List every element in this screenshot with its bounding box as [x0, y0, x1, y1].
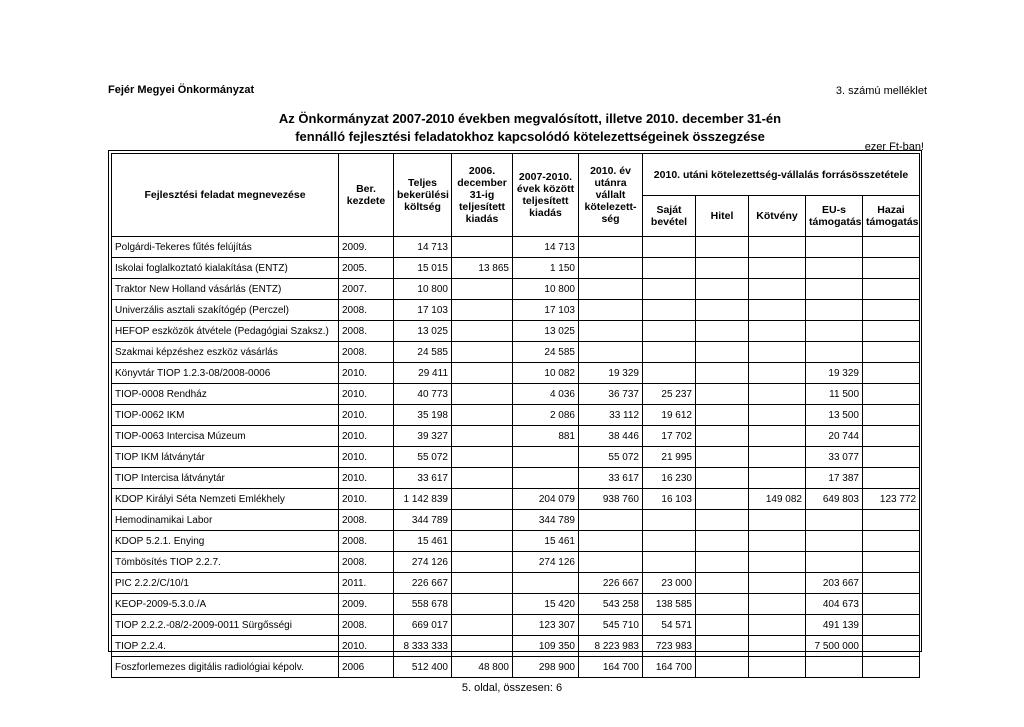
- cell-eu-support: 649 803: [806, 489, 863, 510]
- cell-start-year: 2008.: [339, 321, 394, 342]
- cell-spent-to-2006: [452, 531, 513, 552]
- cell-spent-2007-2010: 4 036: [513, 384, 579, 405]
- cell-credit: [696, 573, 749, 594]
- cell-spent-2007-2010: 109 350: [513, 636, 579, 657]
- cell-own-revenue: 164 700: [643, 657, 696, 678]
- cell-name: Szakmai képzéshez eszköz vásárlás: [112, 342, 339, 363]
- cell-obligation: 19 329: [579, 363, 643, 384]
- table-row: [112, 615, 920, 636]
- cell-name: KEOP-2009-5.3.0./A: [112, 594, 339, 615]
- cell-spent-to-2006: [452, 342, 513, 363]
- cell-name: TIOP-0062 IKM: [112, 405, 339, 426]
- cell-name: Univerzális asztali szakítógép (Perczel): [112, 300, 339, 321]
- annex-label: 3. számú melléklet: [835, 85, 927, 97]
- header-spent-2007-2010: 2007-2010. évek között teljesített kiadás: [513, 154, 579, 237]
- table-row: [112, 636, 920, 657]
- table-row: [112, 657, 920, 678]
- cell-own-revenue: [643, 258, 696, 279]
- cell-spent-to-2006: [452, 594, 513, 615]
- cell-start-year: 2005.: [339, 258, 394, 279]
- cell-spent-2007-2010: [513, 447, 579, 468]
- cell-own-revenue: [643, 552, 696, 573]
- cell-spent-2007-2010: 15 461: [513, 531, 579, 552]
- cell-start-year: 2010.: [339, 384, 394, 405]
- cell-spent-to-2006: [452, 363, 513, 384]
- cell-eu-support: 19 329: [806, 363, 863, 384]
- cell-total-cost: 226 667: [394, 573, 452, 594]
- cell-obligation: [579, 279, 643, 300]
- cell-domestic-support: [863, 300, 920, 321]
- header-spent-to-2006: 2006. december 31-ig teljesített kiadás: [452, 154, 513, 237]
- cell-obligation: 33 112: [579, 405, 643, 426]
- cell-eu-support: [806, 510, 863, 531]
- cell-spent-to-2006: 13 865: [452, 258, 513, 279]
- cell-credit: [696, 594, 749, 615]
- cell-bond: [749, 363, 806, 384]
- cell-domestic-support: [863, 426, 920, 447]
- cell-own-revenue: 138 585: [643, 594, 696, 615]
- table-row: [112, 300, 920, 321]
- cell-spent-2007-2010: 2 086: [513, 405, 579, 426]
- cell-own-revenue: [643, 531, 696, 552]
- header-start-year: Ber. kezdete: [339, 154, 394, 237]
- cell-spent-to-2006: [452, 237, 513, 258]
- table-row: [112, 594, 920, 615]
- cell-bond: [749, 426, 806, 447]
- cell-obligation: [579, 531, 643, 552]
- cell-domestic-support: [863, 342, 920, 363]
- cell-start-year: 2007.: [339, 279, 394, 300]
- cell-spent-to-2006: [452, 615, 513, 636]
- cell-start-year: 2010.: [339, 636, 394, 657]
- cell-own-revenue: [643, 300, 696, 321]
- cell-eu-support: [806, 657, 863, 678]
- cell-total-cost: 274 126: [394, 552, 452, 573]
- cell-own-revenue: 17 702: [643, 426, 696, 447]
- cell-eu-support: [806, 279, 863, 300]
- cell-own-revenue: 21 995: [643, 447, 696, 468]
- cell-total-cost: 35 198: [394, 405, 452, 426]
- cell-spent-to-2006: [452, 405, 513, 426]
- cell-credit: [696, 468, 749, 489]
- document-title-line-1: Az Önkormányzat 2007-2010 években megvalósított, illetve 2010. december 31-én: [278, 111, 782, 126]
- cell-spent-to-2006: [452, 447, 513, 468]
- unit-label: ezer Ft-ban!: [864, 141, 924, 153]
- cell-domestic-support: [863, 636, 920, 657]
- cell-credit: [696, 405, 749, 426]
- cell-bond: [749, 342, 806, 363]
- cell-spent-2007-2010: 24 585: [513, 342, 579, 363]
- cell-name: TIOP 2.2.4.: [112, 636, 339, 657]
- cell-own-revenue: 19 612: [643, 405, 696, 426]
- cell-total-cost: 39 327: [394, 426, 452, 447]
- cell-domestic-support: [863, 594, 920, 615]
- cell-obligation: 545 710: [579, 615, 643, 636]
- cell-start-year: 2008.: [339, 615, 394, 636]
- cell-start-year: 2010.: [339, 489, 394, 510]
- cell-spent-2007-2010: 881: [513, 426, 579, 447]
- cell-eu-support: [806, 531, 863, 552]
- table-header: [112, 154, 920, 237]
- cell-name: TIOP-0063 Intercisa Múzeum: [112, 426, 339, 447]
- cell-domestic-support: [863, 552, 920, 573]
- cell-domestic-support: [863, 615, 920, 636]
- table-row: [112, 237, 920, 258]
- cell-spent-2007-2010: [513, 573, 579, 594]
- cell-total-cost: 1 142 839: [394, 489, 452, 510]
- table-row: [112, 405, 920, 426]
- cell-eu-support: [806, 258, 863, 279]
- table-row: [112, 531, 920, 552]
- cell-spent-2007-2010: 14 713: [513, 237, 579, 258]
- cell-obligation: 8 223 983: [579, 636, 643, 657]
- cell-start-year: 2010.: [339, 426, 394, 447]
- cell-name: Hemodinamikai Labor: [112, 510, 339, 531]
- cell-eu-support: 33 077: [806, 447, 863, 468]
- cell-spent-to-2006: [452, 426, 513, 447]
- cell-credit: [696, 321, 749, 342]
- cell-domestic-support: [863, 279, 920, 300]
- cell-spent-to-2006: [452, 468, 513, 489]
- cell-eu-support: 404 673: [806, 594, 863, 615]
- cell-name: Foszforlemezes digitális radiológiai képolv.: [112, 657, 339, 678]
- cell-start-year: 2008.: [339, 510, 394, 531]
- cell-domestic-support: [863, 510, 920, 531]
- table-body: [112, 237, 920, 678]
- cell-own-revenue: 16 103: [643, 489, 696, 510]
- table-row: [112, 426, 920, 447]
- cell-credit: [696, 447, 749, 468]
- cell-spent-to-2006: [452, 510, 513, 531]
- cell-spent-2007-2010: 17 103: [513, 300, 579, 321]
- cell-own-revenue: [643, 237, 696, 258]
- cell-name: Traktor New Holland vásárlás (ENTZ): [112, 279, 339, 300]
- cell-obligation: 164 700: [579, 657, 643, 678]
- cell-credit: [696, 552, 749, 573]
- cell-credit: [696, 237, 749, 258]
- cell-spent-to-2006: 48 800: [452, 657, 513, 678]
- cell-spent-2007-2010: 10 082: [513, 363, 579, 384]
- cell-total-cost: 13 025: [394, 321, 452, 342]
- cell-eu-support: [806, 342, 863, 363]
- cell-credit: [696, 636, 749, 657]
- cell-total-cost: 10 800: [394, 279, 452, 300]
- cell-name: Iskolai foglalkoztató kialakítása (ENTZ): [112, 258, 339, 279]
- cell-name: Könyvtár TIOP 1.2.3-08/2008-0006: [112, 363, 339, 384]
- table-row: [112, 384, 920, 405]
- table-row: [112, 489, 920, 510]
- cell-bond: [749, 636, 806, 657]
- cell-start-year: 2008.: [339, 342, 394, 363]
- cell-start-year: 2006: [339, 657, 394, 678]
- cell-start-year: 2010.: [339, 447, 394, 468]
- table-row: [112, 447, 920, 468]
- cell-bond: [749, 237, 806, 258]
- cell-eu-support: 491 139: [806, 615, 863, 636]
- cell-domestic-support: [863, 384, 920, 405]
- cell-own-revenue: 54 571: [643, 615, 696, 636]
- cell-spent-to-2006: [452, 384, 513, 405]
- cell-own-revenue: [643, 363, 696, 384]
- cell-bond: [749, 573, 806, 594]
- cell-domestic-support: [863, 237, 920, 258]
- document-title-line-2: fennálló fejlesztési feladatokhoz kapcsolódó kötelezettségeinek összegzése: [295, 129, 765, 144]
- cell-spent-to-2006: [452, 321, 513, 342]
- cell-bond: [749, 657, 806, 678]
- cell-credit: [696, 510, 749, 531]
- cell-obligation: [579, 321, 643, 342]
- cell-credit: [696, 279, 749, 300]
- cell-spent-2007-2010: 13 025: [513, 321, 579, 342]
- cell-spent-2007-2010: 344 789: [513, 510, 579, 531]
- header-task-name: Fejlesztési feladat megnevezése: [112, 154, 339, 237]
- cell-bond: [749, 594, 806, 615]
- cell-credit: [696, 258, 749, 279]
- cell-start-year: 2010.: [339, 468, 394, 489]
- cell-total-cost: 512 400: [394, 657, 452, 678]
- header-own-revenue: Saját bevétel: [643, 196, 696, 237]
- cell-total-cost: 344 789: [394, 510, 452, 531]
- cell-eu-support: 11 500: [806, 384, 863, 405]
- cell-obligation: [579, 237, 643, 258]
- cell-spent-2007-2010: 123 307: [513, 615, 579, 636]
- cell-spent-2007-2010: 10 800: [513, 279, 579, 300]
- cell-name: TIOP-0008 Rendház: [112, 384, 339, 405]
- cell-eu-support: [806, 552, 863, 573]
- cell-bond: [749, 447, 806, 468]
- cell-spent-to-2006: [452, 573, 513, 594]
- cell-total-cost: 15 461: [394, 531, 452, 552]
- table-row: [112, 468, 920, 489]
- cell-domestic-support: [863, 447, 920, 468]
- page-footer: 5. oldal, összesen: 6: [461, 682, 563, 694]
- cell-start-year: 2010.: [339, 405, 394, 426]
- header-obligation-after-2010: 2010. év utánra vállalt kötelezett-ség: [579, 154, 643, 237]
- cell-own-revenue: 16 230: [643, 468, 696, 489]
- table-row: [112, 510, 920, 531]
- cell-spent-2007-2010: 274 126: [513, 552, 579, 573]
- cell-bond: [749, 321, 806, 342]
- cell-obligation: 33 617: [579, 468, 643, 489]
- table-row: [112, 258, 920, 279]
- table-row: [112, 552, 920, 573]
- cell-name: TIOP Intercisa látványtár: [112, 468, 339, 489]
- cell-own-revenue: [643, 279, 696, 300]
- cell-domestic-support: 123 772: [863, 489, 920, 510]
- cell-start-year: 2009.: [339, 594, 394, 615]
- cell-name: HEFOP eszközök átvétele (Pedagógiai Szaksz.): [112, 321, 339, 342]
- cell-name: TIOP IKM látványtár: [112, 447, 339, 468]
- cell-spent-2007-2010: 204 079: [513, 489, 579, 510]
- cell-credit: [696, 342, 749, 363]
- cell-domestic-support: [863, 405, 920, 426]
- cell-own-revenue: [643, 342, 696, 363]
- cell-eu-support: [806, 321, 863, 342]
- cell-obligation: 226 667: [579, 573, 643, 594]
- cell-own-revenue: [643, 510, 696, 531]
- cell-domestic-support: [863, 468, 920, 489]
- cell-total-cost: 17 103: [394, 300, 452, 321]
- table-row: [112, 363, 920, 384]
- cell-domestic-support: [863, 657, 920, 678]
- cell-obligation: 36 737: [579, 384, 643, 405]
- cell-total-cost: 8 333 333: [394, 636, 452, 657]
- cell-spent-2007-2010: 298 900: [513, 657, 579, 678]
- cell-name: Polgárdi-Tekeres fűtés felújítás: [112, 237, 339, 258]
- cell-credit: [696, 615, 749, 636]
- cell-obligation: 543 258: [579, 594, 643, 615]
- table-row: [112, 321, 920, 342]
- table-row: [112, 279, 920, 300]
- cell-bond: [749, 468, 806, 489]
- cell-bond: [749, 300, 806, 321]
- cell-obligation: [579, 510, 643, 531]
- cell-bond: [749, 615, 806, 636]
- cell-credit: [696, 531, 749, 552]
- cell-spent-to-2006: [452, 279, 513, 300]
- cell-bond: 149 082: [749, 489, 806, 510]
- header-total-cost: Teljes bekerülési költség: [394, 154, 452, 237]
- cell-domestic-support: [863, 321, 920, 342]
- header-source-composition: 2010. utáni kötelezettség-vállalás forrásösszetétele: [643, 154, 920, 196]
- table-row: [112, 573, 920, 594]
- cell-total-cost: 40 773: [394, 384, 452, 405]
- cell-eu-support: 20 744: [806, 426, 863, 447]
- cell-own-revenue: 23 000: [643, 573, 696, 594]
- cell-bond: [749, 279, 806, 300]
- cell-own-revenue: 25 237: [643, 384, 696, 405]
- cell-start-year: 2008.: [339, 552, 394, 573]
- cell-obligation: 938 760: [579, 489, 643, 510]
- cell-start-year: 2011.: [339, 573, 394, 594]
- cell-domestic-support: [863, 573, 920, 594]
- cell-name: KDOP Királyi Séta Nemzeti Emlékhely: [112, 489, 339, 510]
- cell-obligation: [579, 300, 643, 321]
- cell-eu-support: 13 500: [806, 405, 863, 426]
- header-bond: Kötvény: [749, 196, 806, 237]
- cell-name: Tömbösítés TIOP 2.2.7.: [112, 552, 339, 573]
- cell-total-cost: 55 072: [394, 447, 452, 468]
- cell-bond: [749, 258, 806, 279]
- cell-eu-support: 203 667: [806, 573, 863, 594]
- cell-total-cost: 669 017: [394, 615, 452, 636]
- cell-name: KDOP 5.2.1. Enying: [112, 531, 339, 552]
- organization-name: Fejér Megyei Önkormányzat: [108, 84, 255, 96]
- cell-eu-support: 7 500 000: [806, 636, 863, 657]
- cell-bond: [749, 405, 806, 426]
- cell-credit: [696, 384, 749, 405]
- cell-obligation: [579, 342, 643, 363]
- cell-own-revenue: 723 983: [643, 636, 696, 657]
- cell-name: PIC 2.2.2/C/10/1: [112, 573, 339, 594]
- cell-total-cost: 14 713: [394, 237, 452, 258]
- cell-bond: [749, 552, 806, 573]
- cell-spent-2007-2010: 1 150: [513, 258, 579, 279]
- cell-credit: [696, 657, 749, 678]
- cell-obligation: 38 446: [579, 426, 643, 447]
- cell-total-cost: 24 585: [394, 342, 452, 363]
- cell-total-cost: 29 411: [394, 363, 452, 384]
- cell-own-revenue: [643, 321, 696, 342]
- cell-spent-to-2006: [452, 552, 513, 573]
- cell-eu-support: [806, 237, 863, 258]
- cell-name: TIOP 2.2.2.-08/2-2009-0011 Sürgősségi: [112, 615, 339, 636]
- cell-credit: [696, 426, 749, 447]
- cell-spent-to-2006: [452, 489, 513, 510]
- cell-obligation: 55 072: [579, 447, 643, 468]
- cell-credit: [696, 489, 749, 510]
- cell-start-year: 2008.: [339, 300, 394, 321]
- cell-bond: [749, 384, 806, 405]
- header-credit: Hitel: [696, 196, 749, 237]
- cell-domestic-support: [863, 531, 920, 552]
- cell-obligation: [579, 258, 643, 279]
- table-row: [112, 342, 920, 363]
- cell-domestic-support: [863, 258, 920, 279]
- cell-start-year: 2010.: [339, 363, 394, 384]
- cell-spent-to-2006: [452, 300, 513, 321]
- cell-credit: [696, 300, 749, 321]
- cell-spent-to-2006: [452, 636, 513, 657]
- header-domestic-support: Hazai támogatás: [863, 196, 920, 237]
- cell-domestic-support: [863, 363, 920, 384]
- cell-start-year: 2009.: [339, 237, 394, 258]
- cell-eu-support: [806, 300, 863, 321]
- cell-bond: [749, 510, 806, 531]
- cell-eu-support: 17 387: [806, 468, 863, 489]
- cell-obligation: [579, 552, 643, 573]
- cell-total-cost: 15 015: [394, 258, 452, 279]
- header-eu-support: EU-s támogatás: [806, 196, 863, 237]
- cell-total-cost: 33 617: [394, 468, 452, 489]
- cell-credit: [696, 363, 749, 384]
- cell-bond: [749, 531, 806, 552]
- cell-spent-2007-2010: [513, 468, 579, 489]
- obligations-table: [111, 153, 920, 678]
- cell-start-year: 2008.: [339, 531, 394, 552]
- cell-total-cost: 558 678: [394, 594, 452, 615]
- cell-spent-2007-2010: 15 420: [513, 594, 579, 615]
